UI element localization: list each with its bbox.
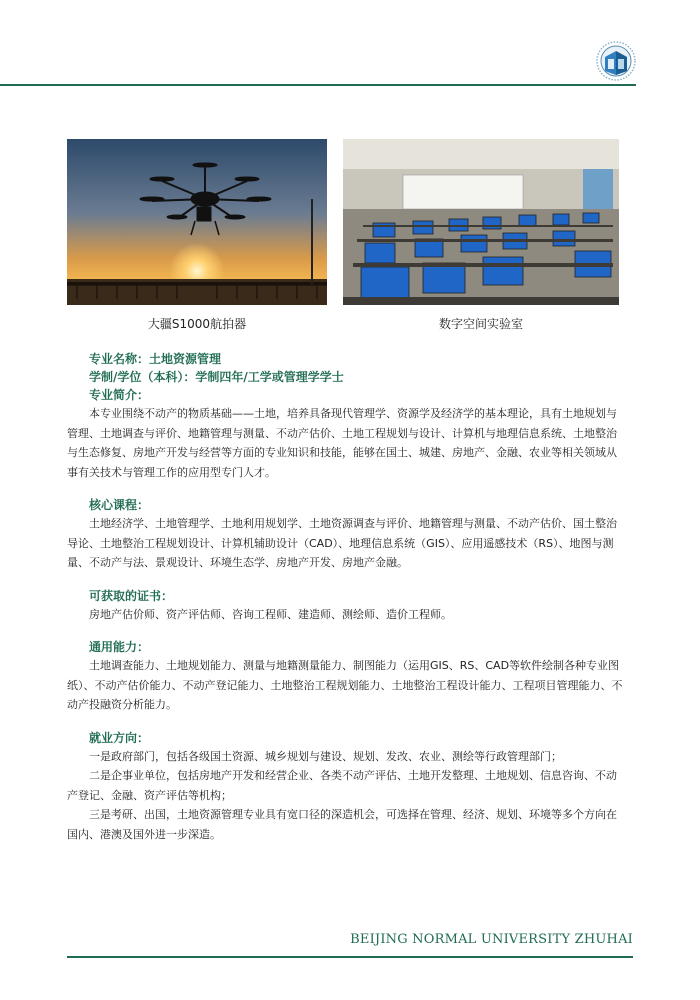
certificates-text: 房地产估价师、资产评估师、咨询工程师、建造师、测绘师、造价工程师。 [89, 607, 452, 621]
career-item-enterprise: 二是企事业单位，包括房地产开发和经营企业、各类不动产评估、土地开发整理、土地规划、信息咨询、不动产登记、金融、资产评估等机构； [67, 769, 617, 802]
courses-text: 土地经济学、土地管理学、土地利用规划学、土地资源调查与评价、地籍管理与测量、不动产估价、国土整治导论、土地整治工程规划设计、计算机辅助设计（CAD）、地理信息系统（GIS）、应用遥感技术（RS）、地图与测量、不动产与法、景观设计、环境生态学、房地产开发、房地产金融。 [67, 517, 617, 569]
intro-text: 本专业围绕不动产的物质基础——土地，培养具备现代管理学、资源学及经济学的基本理论，具有土地规划与管理、土地调查与评价、地籍管理与测量、不动产估价、土地工程规划与设计、计算机与地理信息系统、土地整治与生态修复、房地产开发与经营等方面的专业知识和技能，能够在国土、城建、房地产、金融、农业等相关领域从事有关技术与管理工作的应用型专门人才。 [67, 407, 617, 479]
university-logo [595, 40, 637, 82]
footer-rule [67, 956, 633, 958]
lab-photo [343, 139, 619, 305]
abilities-heading: 通用能力： [89, 640, 150, 654]
certificates-heading: 可获取的证书： [89, 588, 174, 603]
courses-heading: 核心课程： [89, 498, 150, 512]
abilities-text: 土地调查能力、土地规划能力、测量与地籍测量能力、制图能力（运用GIS、RS、CAD等软件绘制各种专业图纸）、不动产估价能力、不动产登记能力、土地整治工程规划能力、土地整治工程设计能力、工程项目管理能力、不动产投融资分析能力。 [67, 659, 623, 711]
footer-university-name: BEIJING NORMAL UNIVERSITY ZHUHAI [350, 932, 633, 947]
major-description [67, 350, 627, 844]
drone-caption: 大疆S1000航拍器 [147, 317, 247, 331]
lab-caption: 数字空间实验室 [438, 317, 523, 331]
drone-photo [67, 139, 327, 305]
intro-heading: 专业简介： [89, 388, 150, 402]
career-item-government: 一是政府部门，包括各级国土资源、城乡规划与建设、规划、发改、农业、测绘等行政管理部门； [89, 749, 562, 763]
major-name: 专业名称：土地资源管理 [89, 352, 222, 366]
header-rule [0, 84, 636, 86]
careers-heading: 就业方向： [89, 730, 150, 745]
career-item-further-study: 三是考研、出国，土地资源管理专业具有宽口径的深造机会，可选择在管理、经济、规划、环境等多个方向在国内、港澳及国外进一步深造。 [67, 808, 617, 841]
major-degree: 学制/学位（本科）：学制四年/工学或管理学学士 [89, 370, 344, 384]
